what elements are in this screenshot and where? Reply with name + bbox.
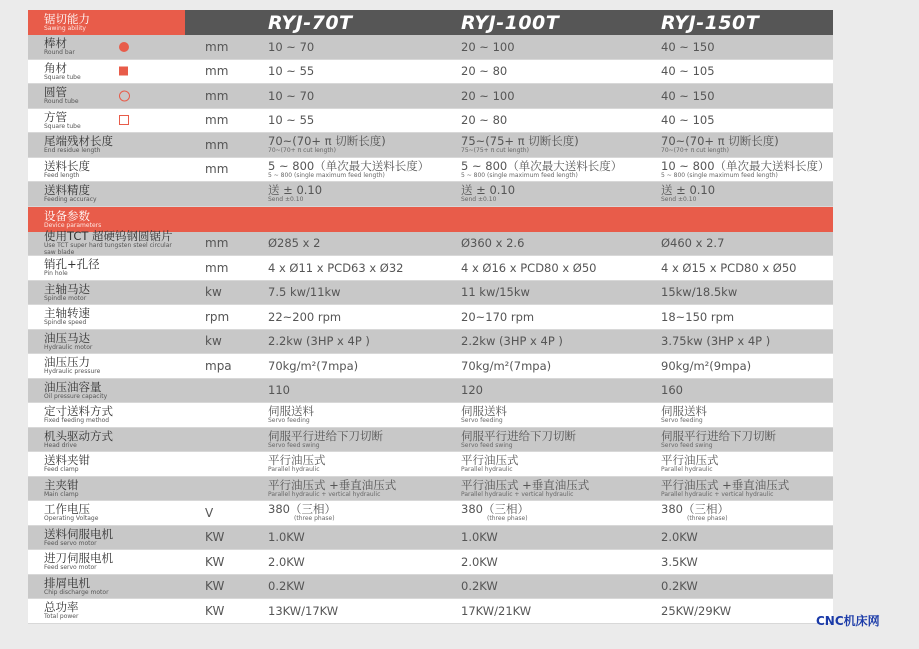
section-title-cn: 设备参数: [44, 208, 90, 223]
table-row: [28, 229, 833, 257]
value-main: 平行油压式: [268, 453, 326, 468]
value-sub: (three phase): [294, 515, 335, 523]
row-unit: [185, 182, 268, 206]
row-label: [28, 281, 185, 305]
section-title-en: Device parameters: [44, 221, 102, 229]
value-main: 0.2KW: [268, 579, 305, 594]
row-label-en: End residue length: [44, 147, 101, 155]
row-label-cn: 角材: [44, 60, 67, 75]
table-row: [28, 354, 833, 379]
filled-circle-icon: [119, 42, 129, 52]
row-label-en: Use TCT super hard tungsten steel circular saw blade: [44, 242, 172, 257]
value-main: 110: [268, 383, 290, 398]
value-cell: [461, 133, 661, 157]
value-cell: [461, 182, 661, 206]
row-unit: [185, 379, 268, 403]
value-main: 伺服平行进给下刀切断: [268, 428, 383, 443]
row-label-en: Pin hole: [44, 270, 68, 278]
row-label-cn: 棒材: [44, 36, 67, 51]
table-header: [28, 10, 833, 35]
value-main: 70~(70+ π 切断长度): [268, 134, 386, 149]
value-main: 40 ~ 105: [661, 64, 715, 79]
value-cell: [268, 84, 461, 108]
value-main: 伺服平行进给下刀切断: [461, 428, 576, 443]
value-main: 40 ~ 150: [661, 88, 715, 103]
row-unit: mm: [205, 64, 229, 79]
row-label-cn: 主夹钳: [44, 477, 79, 492]
value-main: 75~(75+ π 切断长度): [461, 134, 579, 149]
value-cell: [268, 550, 461, 574]
row-label: [28, 526, 185, 550]
row-label-cn: 排屑电机: [44, 575, 90, 590]
row-label-cn: 油压压力: [44, 355, 90, 370]
section-title-device: [28, 207, 185, 232]
row-label-en: Feed servo motor: [44, 564, 97, 572]
value-main: 送 ± 0.10: [268, 183, 323, 198]
value-cell: [461, 526, 661, 550]
row-label-cn: 进刀伺服电机: [44, 551, 113, 566]
value-cell: [461, 501, 661, 525]
value-sub: Servo feeding: [661, 417, 703, 425]
row-label-cn: 油压油容量: [44, 379, 102, 394]
row-unit: mm: [205, 88, 229, 103]
row-label: [28, 550, 185, 574]
value-sub: Parallel hydraulic: [661, 466, 713, 474]
value-sub: Send ±0.10: [461, 196, 497, 204]
value-cell: [268, 452, 461, 476]
value-cell: [661, 550, 833, 574]
row-label-cn: 主轴马达: [44, 281, 90, 296]
value-cell: [268, 379, 461, 403]
value-cell: [268, 575, 461, 599]
value-cell: [661, 452, 833, 476]
table-row: [28, 305, 833, 330]
value-main: 平行油压式 +垂直油压式: [661, 477, 790, 492]
value-main: 380（三相）: [268, 502, 336, 517]
table-row: [28, 133, 833, 158]
value-sub: (three phase): [487, 515, 528, 523]
row-label-en: Hydraulic pressure: [44, 368, 101, 376]
table-row: [28, 428, 833, 453]
value-main: Ø285 x 2: [268, 236, 321, 251]
value-main: 11 kw/15kw: [461, 285, 530, 300]
value-main: 20 ~ 100: [461, 39, 515, 54]
row-label-en: Fixed feeding method: [44, 417, 110, 425]
row-label-cn: 圆管: [44, 85, 67, 100]
value-main: 3.75kw (3HP x 4P ): [661, 334, 771, 349]
table-row: [28, 256, 833, 281]
value-cell: [461, 60, 661, 84]
value-main: 送 ± 0.10: [661, 183, 716, 198]
spec-table: [28, 10, 833, 624]
table-row: [28, 452, 833, 477]
value-cell: [268, 526, 461, 550]
row-label: [28, 35, 185, 59]
row-label: [28, 501, 185, 525]
value-cell: [268, 109, 461, 133]
row-label-en: Total power: [44, 613, 79, 621]
model-heading-2: RYJ-100T: [461, 11, 560, 34]
value-sub: Parallel hydraulic + vertical hydraulic: [461, 490, 574, 498]
value-cell: [661, 256, 833, 280]
row-unit: [185, 403, 268, 427]
value-sub: 75~(75+ π cut length): [461, 147, 529, 155]
row-label-en: Feed servo motor: [44, 539, 97, 547]
value-main: 10 ~ 800（单次最大送料长度）: [661, 158, 830, 173]
section-device-parameters: [28, 207, 833, 232]
value-cell: [268, 501, 461, 525]
value-cell: [461, 109, 661, 133]
row-label-cn: 送料夹钳: [44, 453, 90, 468]
value-main: 10 ~ 55: [268, 113, 315, 128]
value-main: 送 ± 0.10: [461, 183, 516, 198]
row-unit: kw: [205, 285, 222, 300]
row-unit: mm: [205, 39, 229, 54]
row-label-en: Hydraulic motor: [44, 343, 93, 351]
row-label: [28, 477, 185, 501]
value-cell: [461, 599, 661, 623]
value-main: 17KW/21KW: [461, 603, 532, 618]
value-main: 伺服送料: [268, 404, 314, 419]
filled-square-icon: [119, 67, 128, 76]
value-sub: Send ±0.10: [661, 196, 697, 204]
value-sub: Servo feeding: [461, 417, 503, 425]
row-label: [28, 354, 185, 378]
value-cell: [661, 232, 833, 256]
value-main: 2.0KW: [461, 554, 498, 569]
value-main: 380（三相）: [661, 502, 729, 517]
table-row: [28, 158, 833, 183]
value-cell: [461, 256, 661, 280]
value-main: 0.2KW: [661, 579, 698, 594]
value-cell: [268, 35, 461, 59]
value-main: 380（三相）: [461, 502, 529, 517]
value-cell: [661, 281, 833, 305]
row-unit: KW: [205, 579, 225, 594]
row-unit: KW: [205, 554, 225, 569]
row-label-en: Feeding accuracy: [44, 196, 97, 204]
row-label-cn: 总功率: [44, 600, 79, 615]
value-cell: [268, 158, 461, 182]
value-main: Ø460 x 2.7: [661, 236, 725, 251]
row-unit: [185, 477, 268, 501]
value-main: 伺服送料: [461, 404, 507, 419]
value-main: 20~170 rpm: [461, 309, 535, 324]
row-label-en: Oil pressure capacity: [44, 392, 108, 400]
value-cell: [268, 599, 461, 623]
row-label: [28, 84, 185, 108]
value-cell: [661, 35, 833, 59]
value-sub: (three phase): [687, 515, 728, 523]
value-cell: [461, 35, 661, 59]
value-main: 2.0KW: [268, 554, 305, 569]
value-cell: [661, 330, 833, 354]
row-unit: mm: [205, 113, 229, 128]
value-cell: [661, 305, 833, 329]
value-main: 2.2kw (3HP x 4P ): [268, 334, 370, 349]
row-label: [28, 575, 185, 599]
value-cell: [661, 526, 833, 550]
row-unit: [185, 428, 268, 452]
table-row: [28, 109, 833, 134]
value-cell: [268, 182, 461, 206]
value-cell: [661, 501, 833, 525]
value-sub: 70~(70+ π cut length): [661, 147, 729, 155]
value-main: 2.0KW: [661, 530, 698, 545]
row-label-cn: 送料伺服电机: [44, 526, 113, 541]
value-main: 3.5KW: [661, 554, 698, 569]
row-label: [28, 158, 185, 182]
section-title-cn: 锯切能力: [44, 12, 90, 26]
table-row: [28, 550, 833, 575]
value-cell: [661, 477, 833, 501]
value-main: 2.2kw (3HP x 4P ): [461, 334, 563, 349]
value-cell: [461, 354, 661, 378]
value-cell: [461, 330, 661, 354]
value-main: 20 ~ 80: [461, 64, 508, 79]
value-main: 70kg/m²(7mpa): [461, 358, 552, 373]
row-label-en: Chip discharge motor: [44, 588, 109, 596]
row-unit: mm: [205, 162, 229, 177]
row-label: [28, 133, 185, 157]
table-row: [28, 35, 833, 60]
value-main: 40 ~ 150: [661, 39, 715, 54]
table-row: [28, 60, 833, 85]
value-main: 25KW/29KW: [661, 603, 732, 618]
value-sub: Send ±0.10: [268, 196, 304, 204]
value-cell: [461, 305, 661, 329]
table-row: [28, 403, 833, 428]
table-row: [28, 599, 833, 624]
value-main: 90kg/m²(9mpa): [661, 358, 752, 373]
value-cell: [661, 403, 833, 427]
row-unit: mm: [205, 260, 229, 275]
value-cell: [661, 133, 833, 157]
row-label: [28, 182, 185, 206]
section-title-sawing: [28, 10, 185, 35]
value-main: 1.0KW: [461, 530, 498, 545]
table-row: [28, 330, 833, 355]
value-main: 10 ~ 70: [268, 39, 315, 54]
row-label-cn: 工作电压: [44, 502, 90, 517]
value-main: 伺服平行进给下刀切断: [661, 428, 776, 443]
value-cell: [268, 60, 461, 84]
value-main: 伺服送料: [661, 404, 707, 419]
row-unit: [185, 452, 268, 476]
value-sub: 70~(70+ π cut length): [268, 147, 336, 155]
value-sub: 5 ~ 800 (single maximum feed length): [461, 171, 578, 179]
value-main: 4 x Ø11 x PCD63 x Ø32: [268, 260, 404, 275]
row-label: [28, 109, 185, 133]
row-label-cn: 送料长度: [44, 158, 90, 173]
table-row: [28, 477, 833, 502]
row-label-cn: 方管: [44, 109, 67, 124]
value-sub: Servo feed swing: [661, 441, 713, 449]
value-sub: 5 ~ 800 (single maximum feed length): [661, 171, 778, 179]
value-main: 4 x Ø16 x PCD80 x Ø50: [461, 260, 597, 275]
value-cell: [268, 232, 461, 256]
row-label: [28, 599, 185, 623]
device-rows: [28, 229, 833, 624]
model-heading-3: RYJ-150T: [661, 11, 760, 34]
value-cell: [661, 109, 833, 133]
row-unit: mpa: [205, 358, 232, 373]
row-unit: V: [205, 505, 214, 520]
row-label-en: Square tube: [44, 122, 81, 130]
value-cell: [461, 232, 661, 256]
row-unit: mm: [205, 236, 229, 251]
value-cell: [461, 403, 661, 427]
value-main: 1.0KW: [268, 530, 305, 545]
table-row: [28, 379, 833, 404]
value-cell: [661, 428, 833, 452]
model-heading-1: RYJ-70T: [268, 11, 353, 34]
row-unit: rpm: [205, 309, 230, 324]
value-cell: [268, 256, 461, 280]
table-row: [28, 182, 833, 207]
value-cell: [461, 452, 661, 476]
row-label: [28, 305, 185, 329]
value-cell: [661, 379, 833, 403]
value-cell: [661, 354, 833, 378]
value-sub: Parallel hydraulic: [268, 466, 320, 474]
row-label: [28, 403, 185, 427]
row-label-en: Feed length: [44, 171, 80, 179]
value-main: 10 ~ 55: [268, 64, 315, 79]
row-unit: KW: [205, 530, 225, 545]
value-cell: [461, 281, 661, 305]
value-cell: [661, 84, 833, 108]
row-label: [28, 330, 185, 354]
row-label: [28, 379, 185, 403]
table-row: [28, 575, 833, 600]
value-main: 5 ~ 800（单次最大送料长度）: [268, 158, 430, 173]
value-main: 平行油压式 +垂直油压式: [268, 477, 397, 492]
row-label-en: Head drive: [44, 441, 77, 449]
value-main: 20 ~ 100: [461, 88, 515, 103]
value-cell: [461, 550, 661, 574]
row-label-cn: 送料精度: [44, 183, 90, 198]
value-sub: Parallel hydraulic + vertical hydraulic: [268, 490, 381, 498]
value-cell: [661, 575, 833, 599]
value-cell: [268, 305, 461, 329]
value-cell: [268, 477, 461, 501]
row-label-en: Round tube: [44, 98, 79, 106]
value-main: Ø360 x 2.6: [461, 236, 525, 251]
row-label-cn: 主轴转速: [44, 306, 90, 321]
watermark: CNC机床网: [816, 614, 880, 628]
square-outline-icon: [119, 115, 129, 125]
row-label: [28, 452, 185, 476]
row-label: [28, 428, 185, 452]
value-sub: Servo feed swing: [461, 441, 513, 449]
row-unit: mm: [205, 137, 229, 152]
value-cell: [268, 281, 461, 305]
row-label-en: Spindle speed: [44, 319, 87, 327]
value-cell: [661, 60, 833, 84]
value-cell: [661, 182, 833, 206]
value-main: 10 ~ 70: [268, 88, 315, 103]
value-main: 70~(70+ π 切断长度): [661, 134, 779, 149]
value-cell: [661, 158, 833, 182]
value-cell: [461, 379, 661, 403]
value-main: 4 x Ø15 x PCD80 x Ø50: [661, 260, 797, 275]
value-cell: [268, 354, 461, 378]
row-label-en: Spindle motor: [44, 294, 87, 302]
row-label-cn: 尾端残材长度: [44, 134, 113, 149]
value-sub: Parallel hydraulic + vertical hydraulic: [661, 490, 774, 498]
value-main: 20 ~ 80: [461, 113, 508, 128]
row-label: [28, 256, 185, 280]
row-label-cn: 销孔+孔径: [44, 257, 100, 272]
row-unit: KW: [205, 603, 225, 618]
value-main: 40 ~ 105: [661, 113, 715, 128]
row-label: [28, 60, 185, 84]
value-cell: [268, 133, 461, 157]
value-cell: [461, 575, 661, 599]
row-unit: kw: [205, 334, 222, 349]
section-title-en: Sawing ability: [44, 25, 86, 32]
value-cell: [268, 330, 461, 354]
value-main: 5 ~ 800（单次最大送料长度）: [461, 158, 623, 173]
value-sub: 5 ~ 800 (single maximum feed length): [268, 171, 385, 179]
value-cell: [461, 158, 661, 182]
row-label-en: Main clamp: [44, 490, 79, 498]
value-sub: Servo feed swing: [268, 441, 320, 449]
table-row: [28, 501, 833, 526]
row-label-en: Square tube: [44, 73, 81, 81]
value-main: 7.5 kw/11kw: [268, 285, 341, 300]
value-main: 160: [661, 383, 683, 398]
circle-outline-icon: [119, 90, 130, 101]
table-row: [28, 281, 833, 306]
value-sub: Servo feeding: [268, 417, 310, 425]
value-main: 22~200 rpm: [268, 309, 342, 324]
row-label-cn: 使用TCT 超硬钨钢圆锯片: [44, 229, 173, 244]
value-cell: [461, 428, 661, 452]
value-sub: Parallel hydraulic: [461, 466, 513, 474]
row-label-cn: 机头驱动方式: [44, 428, 113, 443]
value-main: 70kg/m²(7mpa): [268, 358, 359, 373]
value-main: 平行油压式: [461, 453, 519, 468]
row-label-en: Operating Voltage: [44, 515, 99, 523]
table-row: [28, 526, 833, 551]
value-cell: [268, 428, 461, 452]
value-main: 18~150 rpm: [661, 309, 735, 324]
value-main: 120: [461, 383, 483, 398]
value-main: 平行油压式: [661, 453, 719, 468]
value-cell: [461, 477, 661, 501]
row-label-en: Feed clamp: [44, 466, 79, 474]
row-label-en: Round bar: [44, 49, 75, 57]
value-cell: [461, 84, 661, 108]
row-label-cn: 油压马达: [44, 330, 90, 345]
sawing-rows: [28, 35, 833, 207]
value-main: 平行油压式 +垂直油压式: [461, 477, 590, 492]
value-main: 0.2KW: [461, 579, 498, 594]
value-main: 15kw/18.5kw: [661, 285, 738, 300]
value-main: 13KW/17KW: [268, 603, 339, 618]
value-cell: [661, 599, 833, 623]
value-cell: [268, 403, 461, 427]
row-label: [28, 229, 185, 257]
row-label-cn: 定寸送料方式: [44, 404, 113, 419]
table-row: [28, 84, 833, 109]
